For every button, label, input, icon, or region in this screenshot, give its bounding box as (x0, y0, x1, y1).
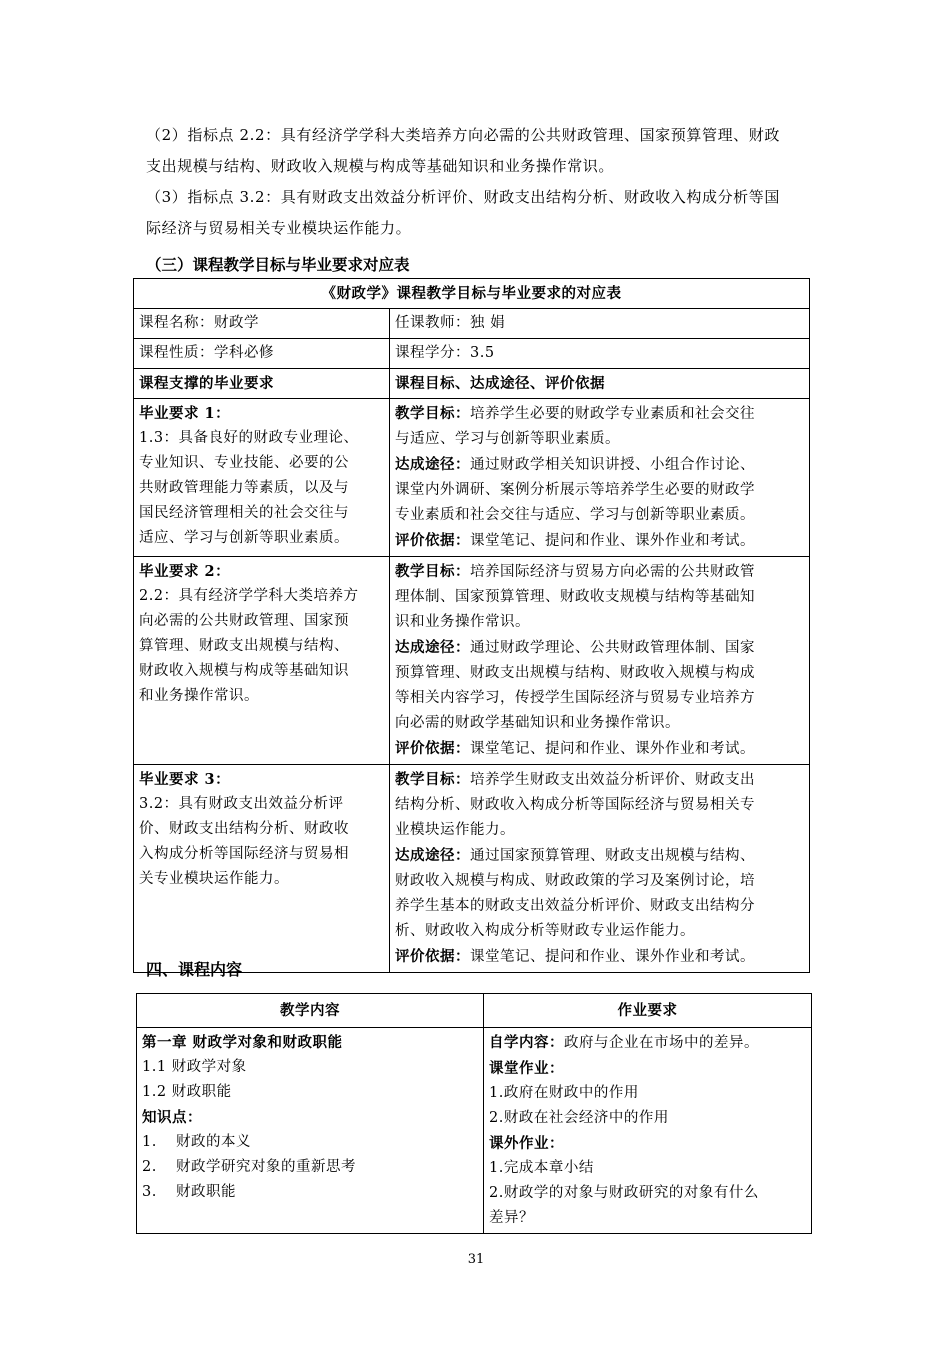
path-text: 专业素质和社会交往与适应、学习与创新等职业素质。 (395, 507, 755, 523)
requirement-line: 3.2：具有财政支出效益分析评 (139, 796, 344, 812)
course-name-cell: 课程名称：财政学 (134, 309, 390, 339)
requirement-line: 和业务操作常识。 (139, 688, 259, 704)
requirement-cell (134, 399, 390, 557)
requirement-title: 毕业要求 2： (139, 563, 231, 580)
path-text: 向必需的财政学基础知识和业务操作常识。 (395, 715, 680, 731)
path-label: 达成途径： (395, 456, 470, 473)
section-item: 1.1 财政学对象 (142, 1059, 247, 1075)
path-text: 财政收入规模与构成、财政政策的学习及案例讨论，培 (395, 873, 755, 889)
item-text: 财政学研究对象的重新思考 (176, 1159, 356, 1175)
list-item (142, 1180, 478, 1205)
homework-header: 作业要求 (484, 994, 812, 1028)
requirement-line: 价、财政支出结构分析、财政收 (139, 821, 349, 837)
class-hw-item: 1.政府在财政中的作用 (489, 1085, 639, 1101)
class-hw-label: 课堂作业： (489, 1060, 564, 1077)
requirement-line: 入构成分析等国际经济与贸易相 (139, 846, 349, 862)
requirement-line: 关专业模块运作能力。 (139, 871, 289, 887)
requirement-title: 毕业要求 1： (139, 405, 231, 422)
section-item: 1.2 财政职能 (142, 1084, 232, 1100)
content-header: 教学内容 (137, 994, 484, 1028)
course-objectives-table (133, 278, 810, 973)
path-text: 通过财政学相关知识讲授、小组合作讨论、 (470, 457, 755, 473)
requirement-line: 1.3：具备良好的财政专业理论、 (139, 430, 359, 446)
objective-cell (390, 399, 810, 557)
homework-cell (484, 1028, 812, 1234)
requirement-cell (134, 557, 390, 765)
course-credits-cell: 课程学分：3.5 (390, 339, 810, 369)
goal-label: 教学目标： (395, 771, 470, 788)
course-content-table (136, 993, 812, 1234)
objective-cell (390, 557, 810, 765)
table-row (137, 1028, 812, 1234)
goal-text: 培养学生财政支出效益分析评价、财政支出 (470, 772, 755, 788)
requirement-line: 财政收入规模与构成等基础知识 (139, 663, 349, 679)
goal-text: 识和业务操作常识。 (395, 614, 530, 630)
indicator-3-2-line2: 际经济与贸易相关专业模块运作能力。 (146, 219, 412, 237)
goal-label: 教学目标： (395, 563, 470, 580)
col2-header: 课程目标、达成途径、评价依据 (390, 369, 810, 399)
course-nature-cell: 课程性质：学科必修 (134, 339, 390, 369)
path-text: 养学生基本的财政支出效益分析评价、财政支出结构分 (395, 898, 755, 914)
indicator-2-2-line2: 支出规模与结构、财政收入规模与构成等基础知识和业务操作常识。 (146, 157, 615, 175)
content-cell (137, 1028, 484, 1234)
path-text: 通过财政学理论、公共财政管理体制、国家 (470, 640, 755, 656)
requirement-line: 专业知识、专业技能、必要的公 (139, 455, 349, 471)
goal-text: 培养国际经济与贸易方向必需的公共财政管 (470, 564, 755, 580)
eval-text: 课堂笔记、提问和作业、课外作业和考试。 (470, 533, 755, 549)
list-item (142, 1155, 478, 1180)
path-text: 析、财政收入构成分析等财政专业运作能力。 (395, 923, 695, 939)
path-text: 通过国家预算管理、财政支出规模与结构、 (470, 848, 755, 864)
chapter-title: 第一章 财政学对象和财政职能 (142, 1034, 343, 1051)
class-hw-item: 2.财政在社会经济中的作用 (489, 1110, 669, 1126)
goal-text: 理体制、国家预算管理、财政收支规模与结构等基础知 (395, 589, 755, 605)
indicator-3-2-line1: （3）指标点 3.2：具有财政支出效益分析评价、财政支出结构分析、财政收入构成分析等国 (146, 188, 780, 206)
goal-text: 业模块运作能力。 (395, 822, 515, 838)
table-row (134, 765, 810, 973)
requirement-line: 向必需的公共财政管理、国家预 (139, 613, 349, 629)
requirement-line: 算管理、财政支出规模与结构、 (139, 638, 349, 654)
goal-text: 培养学生必要的财政学专业素质和社会交往 (470, 406, 755, 422)
goal-label: 教学目标： (395, 405, 470, 422)
item-text: 财政的本义 (176, 1134, 251, 1150)
section4-title: 四、课程内容 (146, 960, 243, 979)
extra-hw-item: 1.完成本章小结 (489, 1160, 594, 1176)
intro-text (146, 120, 810, 244)
path-text: 预算管理、财政支出规模与结构、财政收入规模与构成 (395, 665, 755, 681)
item-number: 2. (142, 1159, 157, 1175)
eval-label: 评价依据： (395, 740, 470, 757)
path-text: 课堂内外调研、案例分析展示等培养学生必要的财政学 (395, 482, 755, 498)
item-number: 3. (142, 1184, 157, 1200)
objective-cell (390, 765, 810, 973)
path-label: 达成途径： (395, 639, 470, 656)
goal-text: 结构分析、财政收入构成分析等国际经济与贸易相关专 (395, 797, 755, 813)
item-number: 1. (142, 1134, 157, 1150)
eval-text: 课堂笔记、提问和作业、课外作业和考试。 (470, 741, 755, 757)
requirement-line: 国民经济管理相关的社会交往与 (139, 505, 349, 521)
table1-title: 《财政学》课程教学目标与毕业要求的对应表 (134, 279, 810, 309)
requirement-line: 2.2：具有经济学学科大类培养方 (139, 588, 359, 604)
eval-label: 评价依据： (395, 948, 470, 965)
requirement-line: 共财政管理能力等素质，以及与 (139, 480, 349, 496)
table-row (134, 557, 810, 765)
self-study-label: 自学内容： (489, 1034, 564, 1051)
table-row (134, 399, 810, 557)
eval-label: 评价依据： (395, 532, 470, 549)
requirement-title: 毕业要求 3： (139, 771, 231, 788)
list-item (142, 1130, 478, 1155)
requirement-cell (134, 765, 390, 973)
extra-hw-item: 差异？ (489, 1210, 534, 1226)
self-study-text: 政府与企业在市场中的差异。 (564, 1035, 759, 1051)
page-number: 31 (467, 1252, 485, 1267)
path-text: 等相关内容学习，传授学生国际经济与贸易专业培养方 (395, 690, 755, 706)
item-text: 财政职能 (176, 1184, 236, 1200)
teacher-cell: 任课教师：独 娟 (390, 309, 810, 339)
col1-header: 课程支撑的毕业要求 (134, 369, 390, 399)
extra-hw-label: 课外作业： (489, 1135, 564, 1152)
knowledge-label: 知识点： (142, 1109, 202, 1126)
indicator-2-2-line1: （2）指标点 2.2：具有经济学学科大类培养方向必需的公共财政管理、国家预算管理、财政 (146, 126, 780, 144)
goal-text: 与适应、学习与创新等职业素质。 (395, 431, 620, 447)
eval-text: 课堂笔记、提问和作业、课外作业和考试。 (470, 949, 755, 965)
requirement-line: 适应、学习与创新等职业素质。 (139, 530, 349, 546)
path-label: 达成途径： (395, 847, 470, 864)
section3-title: （三）课程教学目标与毕业要求对应表 (146, 255, 410, 274)
extra-hw-item: 2.财政学的对象与财政研究的对象有什么 (489, 1185, 759, 1201)
